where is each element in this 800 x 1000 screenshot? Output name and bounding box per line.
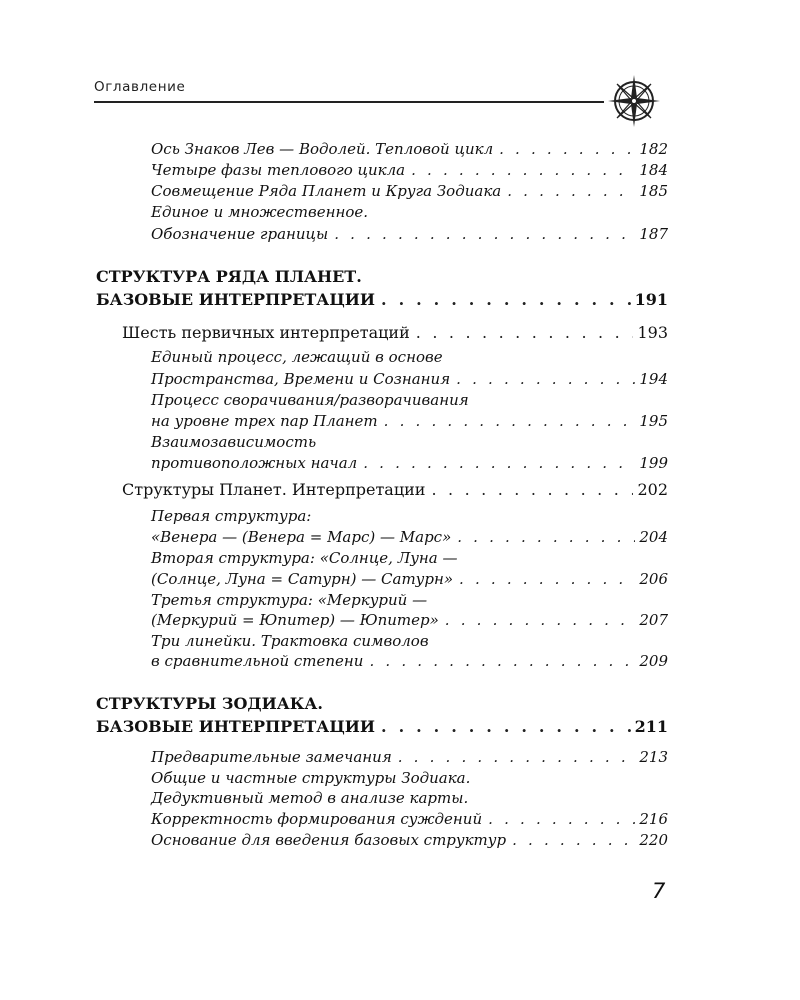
toc-section[interactable]: БАЗОВЫЕ ИНТЕРПРЕТАЦИИ . . . 211 [96, 717, 668, 737]
toc-entry-line: Процесс сворачивания/разворачивания [151, 391, 469, 409]
toc-section-heading: СТРУКТУРЫ ЗОДИАКА. [96, 694, 323, 713]
toc-entry-line: Единый процесс, лежащий в основе [151, 348, 443, 366]
toc-entry-line: Единое и множественное. [151, 203, 369, 221]
toc-entry-line: Общие и частные структуры Зодиака. [151, 769, 471, 787]
toc-entry[interactable]: Основание для введения базовых структур . . . 220 [151, 830, 668, 850]
toc-entry[interactable]: Пространства, Времени и Сознания . . . 194 [151, 369, 668, 389]
toc-entry[interactable]: Обозначение границы . . . 187 [151, 224, 668, 244]
toc-entry-line: Третья структура: «Меркурий — [151, 591, 428, 609]
toc-entry[interactable]: Совмещение Ряда Планет и Круга Зодиака . . . 185 [151, 181, 668, 201]
running-header-title: Оглавление [94, 79, 186, 95]
toc-entry-line: Взаимозависимость [151, 433, 317, 451]
toc-entry[interactable]: Корректность формирования суждений . . . 216 [151, 809, 668, 829]
toc-entry[interactable]: в сравнительной степени . . . 209 [151, 651, 668, 671]
toc-chapter[interactable]: Шесть первичных интерпретаций . . . 193 [122, 323, 668, 343]
toc-entry[interactable]: Четыре фазы теплового цикла . . . 184 [151, 160, 668, 180]
toc-entry-line: Дедуктивный метод в анализе карты. [151, 789, 469, 807]
toc-entry[interactable]: (Меркурий = Юпитер) — Юпитер» . . . 207 [151, 610, 668, 630]
toc-entry[interactable]: противоположных начал . . . 199 [151, 453, 668, 473]
toc-section[interactable]: БАЗОВЫЕ ИНТЕРПРЕТАЦИИ . . . 191 [96, 290, 668, 310]
toc-entry[interactable]: на уровне трех пар Планет . . . 195 [151, 411, 668, 431]
toc-entry[interactable]: «Венера — (Венера = Марс) — Марс» . . . 204 [151, 527, 668, 547]
toc-entry[interactable]: (Солнце, Луна = Сатурн) — Сатурн» . . . 206 [151, 569, 668, 589]
toc-entry-line: Вторая структура: «Солнце, Луна — [151, 549, 458, 567]
toc-entry-line: Три линейки. Трактовка символов [151, 632, 429, 650]
toc-entry[interactable]: Ось Знаков Лев — Водолей. Тепловой цикл . . . 182 [151, 139, 668, 159]
toc-entry[interactable]: Предварительные замечания . . . 213 [151, 747, 668, 767]
toc-section-heading: СТРУКТУРА РЯДА ПЛАНЕТ. [96, 267, 362, 286]
toc-chapter[interactable]: Структуры Планет. Интерпретации . . . 202 [122, 480, 668, 500]
toc-entry-line: Первая структура: [151, 507, 312, 525]
page-number: 7 [652, 879, 666, 903]
